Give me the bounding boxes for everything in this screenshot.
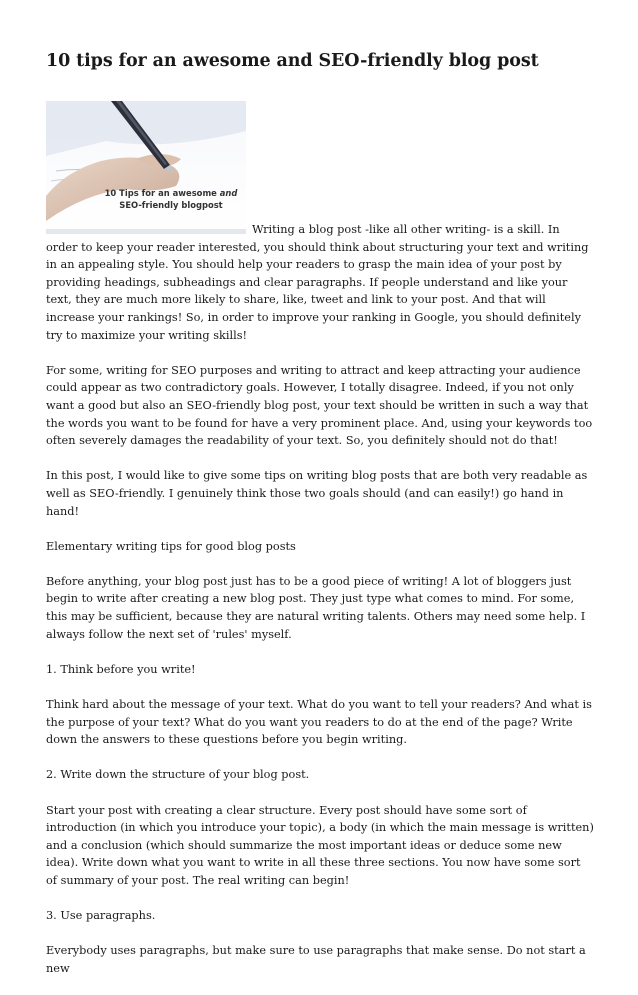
pen-and-paper-illustration xyxy=(46,101,246,234)
paragraph-tip-3: Everybody uses paragraphs, but make sure to use paragraphs that make sense. Do not start a new xyxy=(46,944,586,975)
hero-caption-emphasis: and xyxy=(219,188,238,198)
tip-heading-2: 2. Write down the structure of your blog post. xyxy=(46,768,310,782)
paragraph-tip-1: Think hard about the message of your text. What do you want to tell your readers? And what is the purpose of your text? What do you want you readers to do at the end of the page? Write down the answers to these questions before you begin writing. xyxy=(46,698,592,747)
hero-caption-line2: SEO-friendly blogpost xyxy=(119,200,223,210)
paragraph-before-anything: Before anything, your blog post just has to be a good piece of writing! A lot of bloggers just begin to write after creating a new blog post. They just type what comes to mind. For some, this may be sufficient, because they are natural writing talents. Others may need some help. I always follow the next set of 'rules' myself. xyxy=(46,574,586,641)
paragraph-post-purpose: In this post, I would like to give some tips on writing blog posts that are both very readable as well as SEO-friendly. I genuinely think those two goals should (and can easily!) go hand in hand! xyxy=(46,469,588,518)
page-title: 10 tips for an awesome and SEO-friendly blog post xyxy=(46,51,539,71)
hero-caption xyxy=(96,187,246,211)
paragraph-seo-goals: For some, writing for SEO purposes and writing to attract and keep attracting your audience could appear as two contradictory goals. However, I totally disagree. Indeed, if you not only want a good but also an SEO-friendly blog post, your text should be written in such a way that the words you want to be found for have a very prominent place. And, using your keywords too often severely damages the readability of your text. So, you definitely should not do that! xyxy=(46,363,593,448)
paragraph-tip-2: Start your post with creating a clear structure. Every post should have some sort of introduction (in which you introduce your topic), a body (in which the main message is written) and a conclusion (which should summarize the most important ideas or deduce some new idea). Write down what you want to write in all these three sections. You now have some sort of summary of your post. The real writing can begin! xyxy=(46,803,594,887)
tip-heading-3: 3. Use paragraphs. xyxy=(46,909,156,923)
hero-caption-line1: 10 Tips for an awesome and xyxy=(104,188,238,198)
hero-image xyxy=(46,101,246,234)
tip-heading-1: 1. Think before you write! xyxy=(46,662,196,676)
section-heading-elementary-tips: Elementary writing tips for good blog posts xyxy=(46,539,296,553)
article-body xyxy=(46,101,594,995)
paragraph-intro: Writing a blog post -like all other writing- is a skill. In order to keep your reader interested, you should think about structuring your text and writing in an appealing style. You should help your readers to grasp the main idea of your post by providing headings, subheadings and clear paragraphs. If people understand and like your text, they are much more likely to share, like, tweet and link to your post. And that will increase your rankings! So, in order to improve your ranking in Google, you should definitely try to maximize your writing skills! xyxy=(46,223,589,342)
